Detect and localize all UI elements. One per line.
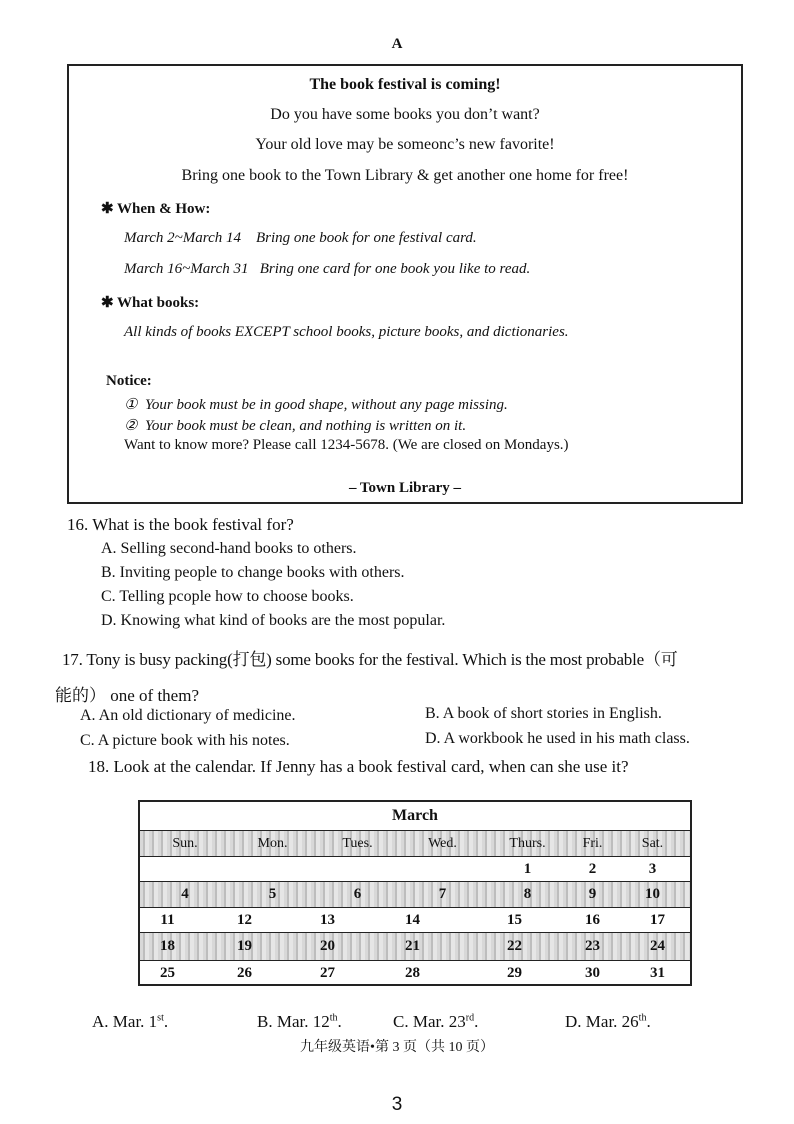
calendar-week-4 [140,932,690,960]
calendar-date: 23 [585,938,600,954]
calendar-date: 25 [160,965,175,981]
q18-option-c-suffix: rd [465,1012,475,1024]
day-thurs: Thurs. [509,835,546,851]
calendar-date: 6 [353,886,362,902]
q16-option-c[interactable]: C. Telling pcople how to choose books. [101,588,354,605]
q18-option-d-period: . [646,1012,651,1031]
day-sat: Sat. [641,835,664,851]
when-line-2: March 16~March 31 Bring one card for one book you like to read. [124,261,531,277]
calendar-date: 22 [507,938,522,954]
notice-heading: Notice: [106,373,152,389]
q18-option-c-text: C. Mar. 23 [393,1012,466,1031]
notice-line-1: ① Your book must be in good shape, without any page missing. [124,397,508,413]
calendar-month: March [392,807,438,824]
calendar-date: 14 [405,911,420,928]
calendar-date: 26 [237,965,252,981]
calendar-date: 11 [160,911,175,928]
day-fri: Fri. [582,835,603,851]
q18-option-b-text: B. Mar. 12 [257,1012,330,1031]
page-number: 3 [391,1094,403,1115]
q18-option-a[interactable] [92,1012,168,1032]
notice-line-2: ② Your book must be clean, and nothing is written on it. [124,418,467,434]
poster-line-1: Do you have some books you don’t want? [270,106,540,123]
calendar-date: 21 [405,938,420,954]
q18-option-a-text: A. Mar. 1 [92,1012,158,1031]
when-heading: ✱ When & How: [101,201,211,217]
q18-option-a-suffix: st [157,1012,164,1024]
q18-option-a-period: . [163,1012,169,1031]
q16-option-d[interactable]: D. Knowing what kind of books are the most popular. [101,612,446,629]
calendar-date [400,857,485,881]
calendar-date: 13 [320,911,335,928]
calendar-date: 4 [181,886,189,902]
calendar-date: 8 [523,886,532,902]
calendar-date [230,857,315,881]
calendar-date: 20 [320,938,335,954]
calendar-date: 24 [650,938,665,954]
what-heading: ✱ What books: [101,295,200,311]
calendar-date: 12 [237,911,252,928]
calendar-date [315,857,400,881]
calendar-week-1 [140,856,690,881]
calendar-date: 19 [237,938,252,954]
q18-option-b-suffix: th [329,1012,338,1024]
calendar-date: 29 [507,965,522,981]
q18-option-d-text: D. Mar. 26 [565,1012,639,1031]
calendar-date: 2 [588,860,597,877]
q18-option-c-period: . [474,1012,479,1031]
q18-option-b[interactable] [257,1012,342,1032]
calendar-date: 1 [523,860,532,877]
page-info: 九年级英语•第 3 页（共 10 页） [300,1040,494,1055]
q17-option-d[interactable]: D. A workbook he used in his math class. [425,730,690,747]
calendar-date: 30 [585,965,600,981]
poster-line-2: Your old love may be someonc’s new favorite! [255,136,555,153]
question-18: 18. Look at the calendar. If Jenny has a book festival card, when can she use it? [88,757,629,776]
poster-title: The book festival is coming! [309,76,501,93]
poster-signature: – Town Library – [348,480,462,496]
when-line-1: March 2~March 14 Bring one book for one festival card. [124,230,477,246]
calendar-date: 5 [268,886,277,902]
calendar-date: 17 [650,911,665,928]
calendar-date: 27 [320,965,335,981]
q18-option-d[interactable] [565,1012,651,1032]
q17-option-a[interactable]: A. An old dictionary of medicine. [80,707,296,724]
calendar-week-3 [140,907,690,932]
what-line-1: All kinds of books EXCEPT school books, picture books, and dictionaries. [124,324,569,340]
q18-option-b-period: . [337,1012,342,1031]
calendar-day-header [140,830,690,856]
question-17-line-2: 能的） one of them? [55,686,199,705]
day-mon: Mon. [257,835,288,851]
march-calendar [138,800,692,986]
question-17-line-1: 17. Tony is busy packing(打包) some books for the festival. Which is the most probable（可 [62,650,678,669]
q17-option-b[interactable]: B. A book of short stories in English. [425,705,662,722]
question-16: 16. What is the book festival for? [67,515,294,534]
calendar-date: 3 [648,860,657,877]
day-sun: Sun. [172,835,198,851]
day-tues: Tues. [342,835,373,851]
q16-option-a[interactable]: A. Selling second-hand books to others. [101,540,357,557]
calendar-date: 28 [405,965,420,981]
q18-option-d-suffix: th [638,1012,647,1024]
festival-poster [67,64,743,504]
q17-option-c[interactable]: C. A picture book with his notes. [80,732,290,749]
calendar-date: 7 [438,886,447,902]
section-letter: A [391,36,403,52]
q16-option-b[interactable]: B. Inviting people to change books with others. [101,564,405,581]
calendar-date: 15 [507,911,522,928]
calendar-week-5 [140,960,690,986]
calendar-date: 10 [645,886,660,902]
calendar-date: 16 [585,911,600,928]
calendar-date: 31 [650,965,665,981]
calendar-date: 9 [588,886,597,902]
notice-line-3: Want to know more? Please call 1234-5678. (We are closed on Mondays.) [124,437,569,453]
calendar-date: 18 [160,938,175,954]
poster-line-3: Bring one book to the Town Library & get another one home for free! [181,167,629,184]
q18-option-c[interactable] [393,1012,478,1032]
day-wed: Wed. [428,835,457,851]
calendar-week-2 [140,881,690,907]
calendar-date [140,857,230,881]
